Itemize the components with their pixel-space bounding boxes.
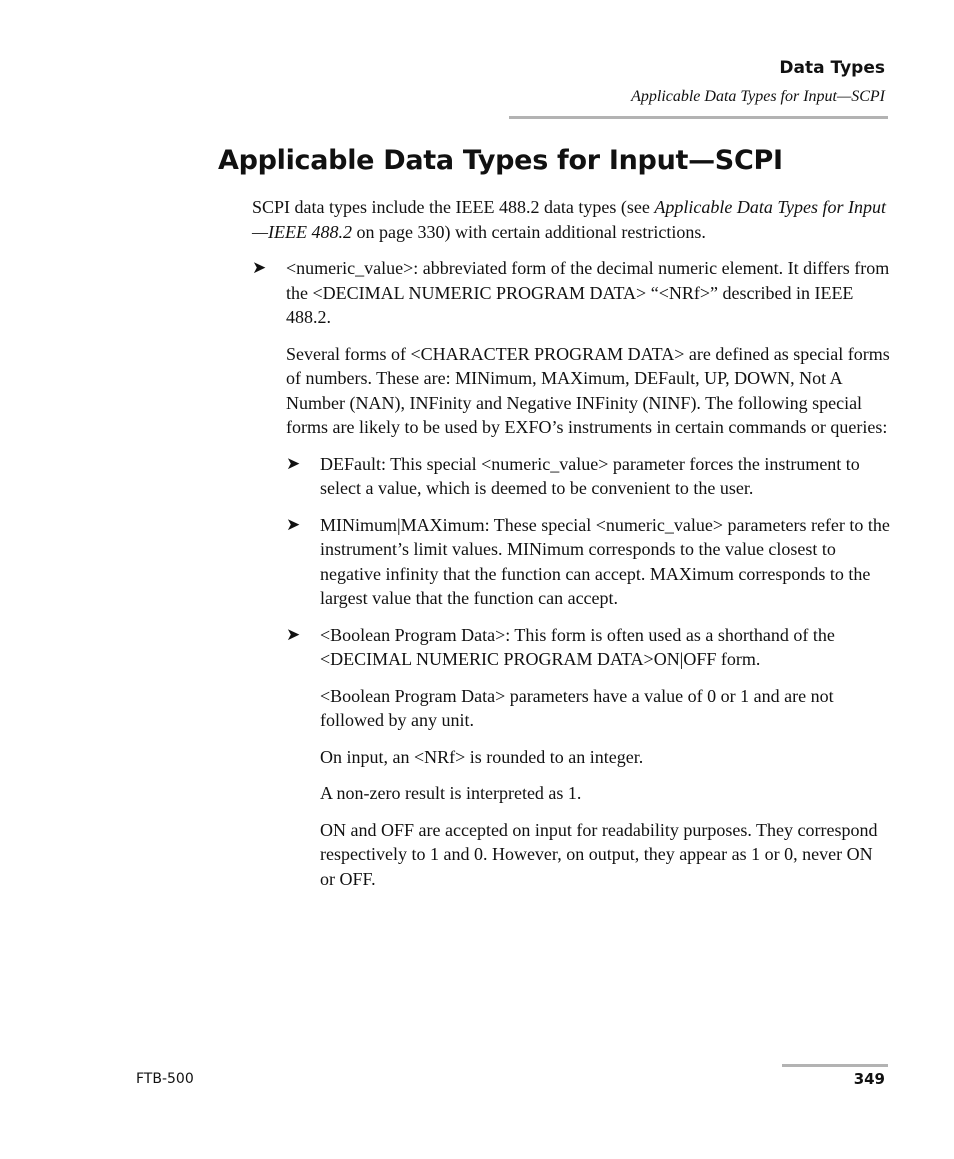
arrow-bullet-icon: ➤ xyxy=(286,624,301,645)
running-header-chapter: Data Types xyxy=(779,58,885,78)
sub-bullet-text: MINimum|MAXimum: These special <numeric_value> parameters refer to the instrument’s limit values. MINimum corresponds to the value closest to negative infinity that the function can accept. MAXimum corresponds to the largest value that the function can accept. xyxy=(320,514,890,608)
arrow-bullet-icon: ➤ xyxy=(286,453,301,474)
body-content xyxy=(252,195,892,903)
page-title: Applicable Data Types for Input—SCPI xyxy=(218,145,783,176)
page-number: 349 xyxy=(853,1070,885,1088)
header-rule xyxy=(509,116,888,119)
sub-bullet-list xyxy=(286,452,892,892)
boolean-paragraph: A non-zero result is interpreted as 1. xyxy=(320,783,582,803)
sub-bullet-min-max xyxy=(286,513,892,611)
sub-bullet-boolean xyxy=(286,623,892,892)
bullet-paragraph: Several forms of <CHARACTER PROGRAM DATA> are defined as special forms of numbers. These are: MINimum, MAXimum, DEFault, UP, DOWN, Not A Number (NAN), INFinity and Negative INFinity (NINF). The following special forms are likely to be used by EXFO’s instruments in certain commands or queries: xyxy=(286,343,890,437)
boolean-paragraph: <Boolean Program Data> parameters have a value of 0 or 1 and are not followed by any unit. xyxy=(320,685,834,730)
intro-text-before: SCPI data types include the IEEE 488.2 data types (see xyxy=(252,197,655,217)
sub-bullet-text: DEFault: This special <numeric_value> parameter forces the instrument to select a value, which is deemed to be convenient to the user. xyxy=(320,453,860,498)
sub-bullet-default xyxy=(286,452,892,501)
arrow-bullet-icon: ➤ xyxy=(252,258,267,278)
running-header-section: Applicable Data Types for Input—SCPI xyxy=(631,88,885,105)
footer-rule xyxy=(782,1064,888,1067)
bullet-text: <numeric_value>: abbreviated form of the decimal numeric element. It differs from the <DECIMAL NUMERIC PROGRAM DATA> “<NRf>” described in IEEE 488.2. xyxy=(286,258,890,327)
cross-reference-link[interactable]: Applicable Data Types for Input—IEEE 488.2 xyxy=(252,197,887,242)
bullet-numeric-value xyxy=(252,256,892,891)
boolean-paragraph: ON and OFF are accepted on input for readability purposes. They correspond respectively to 1 and 0. However, on output, they appear as 1 or 0, never ON or OFF. xyxy=(320,819,878,889)
intro-text-after: on page 330) with certain additional restrictions. xyxy=(351,221,706,242)
sub-bullet-text: <Boolean Program Data>: This form is often used as a shorthand of the <DECIMAL NUMERIC PROGRAM DATA>ON|OFF form. xyxy=(320,624,835,669)
arrow-bullet-icon: ➤ xyxy=(286,514,301,535)
intro-paragraph xyxy=(252,195,892,244)
boolean-paragraph: On input, an <NRf> is rounded to an integer. xyxy=(320,746,644,767)
footer-product-name: FTB-500 xyxy=(136,1071,194,1087)
